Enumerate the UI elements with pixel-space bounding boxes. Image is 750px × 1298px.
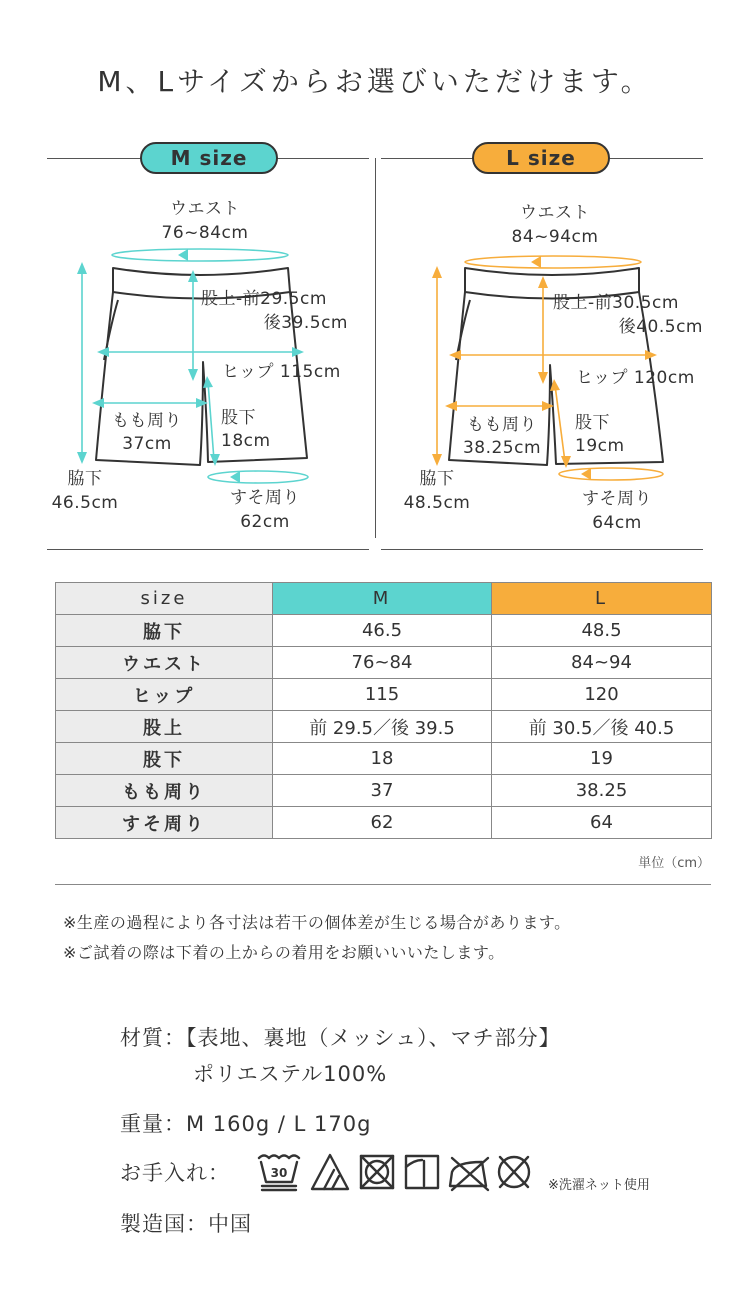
table-row bbox=[56, 647, 712, 679]
no-iron-icon bbox=[450, 1158, 488, 1190]
m-rise-front: 股上-前29.5cm bbox=[201, 289, 327, 309]
table-cell-l: 84~94 bbox=[492, 647, 712, 679]
weight-label: 重量： bbox=[120, 1112, 186, 1136]
origin-row bbox=[120, 1208, 252, 1238]
l-inseam-label: 股下 bbox=[575, 413, 610, 433]
table-cell-l: 120 bbox=[492, 679, 712, 711]
note-fitting: ※ご試着の際は下着の上からの着用をお願いいいたします。 bbox=[63, 943, 505, 962]
m-inseam-label: 股下 bbox=[221, 408, 256, 428]
l-thigh-value: 38.25cm bbox=[462, 438, 542, 458]
l-inseam-value: 19cm bbox=[575, 436, 625, 456]
no-tumble-dry-icon bbox=[361, 1156, 393, 1188]
m-size-badge: M size bbox=[140, 142, 278, 174]
unit-note: 単位（cm） bbox=[638, 856, 710, 871]
table-cell-m: 62 bbox=[273, 807, 492, 839]
l-side-value: 48.5cm bbox=[403, 493, 471, 513]
table-row-label: もも周り bbox=[56, 775, 273, 807]
table-cell-l: 19 bbox=[492, 743, 712, 775]
table-row bbox=[56, 679, 712, 711]
origin-label: 製造国： bbox=[120, 1212, 208, 1236]
m-hem-value: 62cm bbox=[240, 512, 290, 532]
weight-row bbox=[120, 1108, 371, 1138]
table-cell-l: 48.5 bbox=[492, 615, 712, 647]
m-rise-back: 後39.5cm bbox=[263, 313, 348, 333]
table-header-size: size bbox=[56, 583, 273, 615]
l-hip: ヒップ 120cm bbox=[576, 368, 695, 388]
table-cell-l: 38.25 bbox=[492, 775, 712, 807]
wash-temp: 30 bbox=[270, 1166, 288, 1180]
l-hem-label: すそ周り bbox=[582, 489, 652, 509]
table-row bbox=[56, 711, 712, 743]
l-size-badge: L size bbox=[472, 142, 610, 174]
l-thigh-label: もも周り bbox=[467, 415, 537, 435]
m-side-value: 46.5cm bbox=[51, 493, 119, 513]
l-waist-label: ウエスト bbox=[520, 203, 590, 223]
table-row-label: ヒップ bbox=[56, 679, 273, 711]
hang-dry-icon bbox=[406, 1156, 438, 1188]
table-cell-m: 18 bbox=[273, 743, 492, 775]
m-hip: ヒップ 115cm bbox=[222, 362, 341, 382]
table-row bbox=[56, 807, 712, 839]
m-waist-label: ウエスト bbox=[170, 199, 240, 219]
table-header-row bbox=[56, 583, 712, 615]
m-waist-value: 76~84cm bbox=[161, 223, 249, 243]
origin-value: 中国 bbox=[208, 1212, 252, 1236]
care-icons bbox=[256, 1152, 546, 1194]
wash-30-net-icon bbox=[259, 1156, 299, 1191]
material-parts: 【表地、裏地（メッシュ）、マチ部分】 bbox=[186, 1026, 561, 1050]
size-table bbox=[55, 582, 712, 839]
table-row-label: 脇下 bbox=[56, 615, 273, 647]
material-label: 材質： bbox=[120, 1026, 186, 1050]
l-side-label: 脇下 bbox=[419, 469, 455, 489]
l-hem-value: 64cm bbox=[592, 513, 642, 533]
m-hem-label: すそ周り bbox=[230, 488, 300, 508]
table-cell-l: 64 bbox=[492, 807, 712, 839]
care-net-note: ※洗濯ネット使用 bbox=[548, 1178, 650, 1193]
m-thigh-label: もも周り bbox=[112, 411, 182, 431]
notes-divider bbox=[55, 884, 711, 885]
table-header-l: L bbox=[492, 583, 712, 615]
weight-value: M 160g / L 170g bbox=[186, 1112, 372, 1136]
table-row-label: ウエスト bbox=[56, 647, 273, 679]
table-cell-m: 37 bbox=[273, 775, 492, 807]
l-waist-value: 84~94cm bbox=[511, 227, 599, 247]
m-side-label: 脇下 bbox=[67, 469, 103, 489]
table-row bbox=[56, 615, 712, 647]
table-cell-m: 前 29.5／後 39.5 bbox=[273, 711, 492, 743]
table-cell-m: 46.5 bbox=[273, 615, 492, 647]
table-row bbox=[56, 775, 712, 807]
table-row bbox=[56, 743, 712, 775]
table-header-m: M bbox=[273, 583, 492, 615]
table-cell-l: 前 30.5／後 40.5 bbox=[492, 711, 712, 743]
care-label: お手入れ： bbox=[120, 1161, 230, 1185]
triangle-bleach-icon bbox=[312, 1155, 348, 1189]
table-row-label: 股上 bbox=[56, 711, 273, 743]
table-cell-m: 115 bbox=[273, 679, 492, 711]
table-cell-m: 76~84 bbox=[273, 647, 492, 679]
l-rise-front: 股上-前30.5cm bbox=[553, 293, 679, 313]
m-thigh-value: 37cm bbox=[122, 434, 172, 454]
page-title: M、Lサイズからお選びいただけます。 bbox=[97, 65, 653, 98]
material-row bbox=[120, 1022, 561, 1052]
no-dry-clean-icon bbox=[499, 1157, 529, 1187]
table-row-label: すそ周り bbox=[56, 807, 273, 839]
m-inseam-value: 18cm bbox=[221, 431, 271, 451]
table-row-label: 股下 bbox=[56, 743, 273, 775]
note-production: ※生産の過程により各寸法は若干の個体差が生じる場合があります。 bbox=[63, 913, 571, 932]
l-rise-back: 後40.5cm bbox=[618, 317, 703, 337]
material-value: ポリエステル100% bbox=[193, 1062, 388, 1086]
